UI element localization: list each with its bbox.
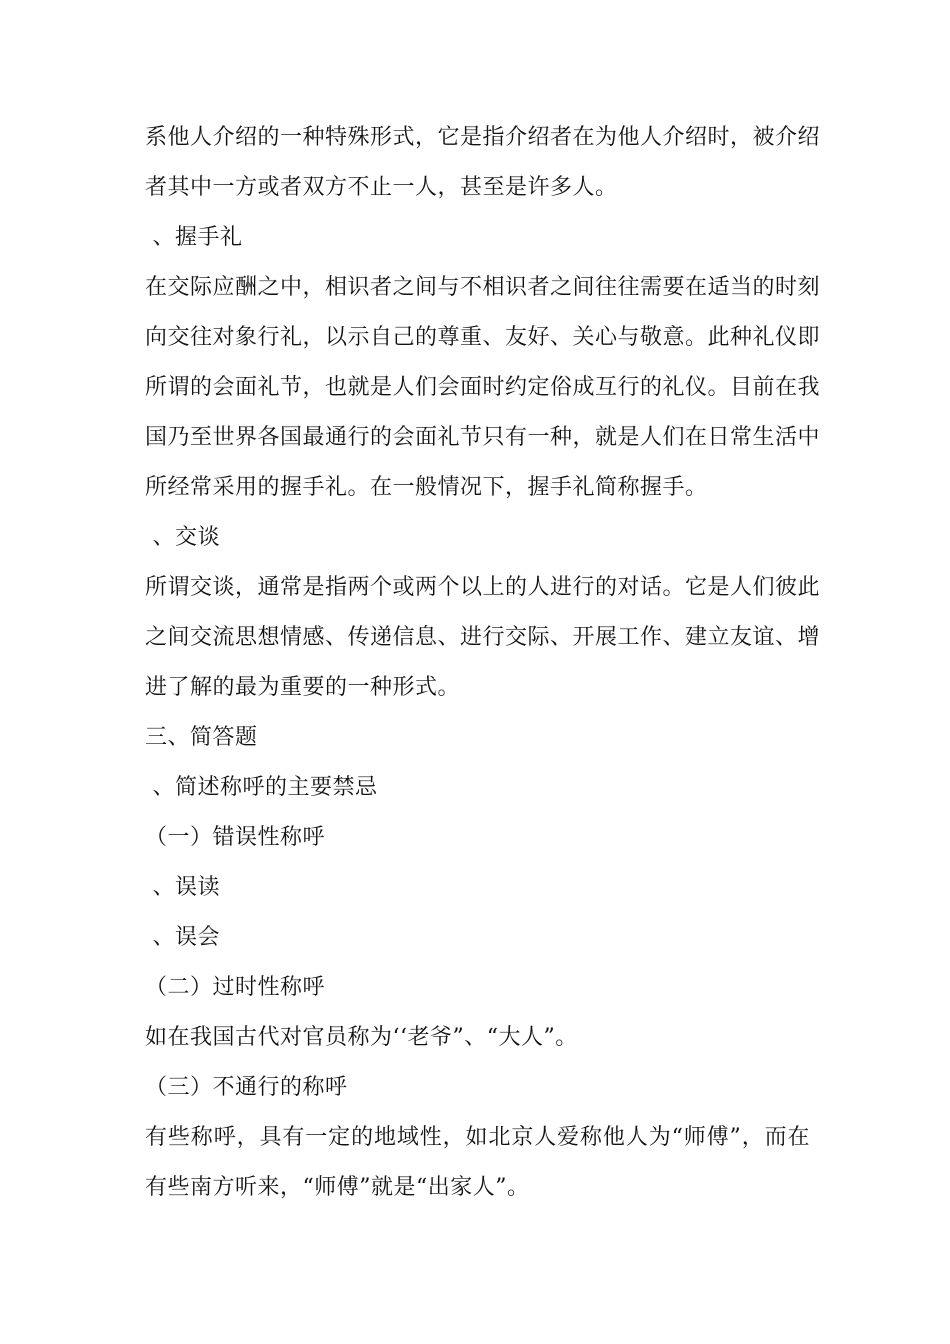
paragraph-line: 向交往对象行礼，以示自己的尊重、友好、关心与敬意。此种礼仪即 bbox=[145, 325, 821, 350]
paragraph-line: 所经常采用的握手礼。在一般情况下，握手礼简称握手。 bbox=[145, 475, 708, 500]
section-heading-conversation: 、交谈 bbox=[145, 525, 220, 550]
list-item: 、误读 bbox=[145, 875, 220, 900]
question-heading: 、简述称呼的主要禁忌 bbox=[145, 775, 378, 800]
document-body bbox=[145, 113, 821, 1213]
paragraph-line: 者其中一方或者双方不止一人，甚至是许多人。 bbox=[145, 175, 618, 200]
section-heading-handshake: 、握手礼 bbox=[145, 225, 243, 250]
section-heading-short-answer: 三、简答题 bbox=[145, 725, 258, 750]
paragraph-line: 国乃至世界各国最通行的会面礼节只有一种，就是人们在日常生活中 bbox=[145, 425, 821, 450]
paragraph-line: 在交际应酬之中，相识者之间与不相识者之间往往需要在适当的时刻 bbox=[145, 275, 821, 300]
paragraph-line: 如在我国古代对官员称为‘‘老爷”、“大人”。 bbox=[145, 1025, 578, 1050]
paragraph-line: 所谓交谈，通常是指两个或两个以上的人进行的对话。它是人们彼此 bbox=[145, 575, 821, 600]
subheading-wrong-address: （一）错误性称呼 bbox=[145, 825, 326, 850]
paragraph-line: 所谓的会面礼节，也就是人们会面时约定俗成互行的礼仪。目前在我 bbox=[145, 375, 821, 400]
paragraph-line: 之间交流思想情感、传递信息、进行交际、开展工作、建立友谊、增 bbox=[145, 625, 821, 650]
paragraph-line: 有些南方听来，“师傅”就是“出家人”。 bbox=[145, 1175, 530, 1200]
list-item: 、误会 bbox=[145, 925, 220, 950]
subheading-uncommon-address: （三）不通行的称呼 bbox=[145, 1075, 348, 1100]
paragraph-line: 进了解的最为重要的一种形式。 bbox=[145, 675, 461, 700]
paragraph-line: 系他人介绍的一种特殊形式，它是指介绍者在为他人介绍时，被介绍 bbox=[145, 125, 821, 150]
paragraph-line: 有些称呼，具有一定的地域性，如北京人爱称他人为“师傅”，而在 bbox=[145, 1125, 810, 1150]
subheading-outdated-address: （二）过时性称呼 bbox=[145, 975, 326, 1000]
